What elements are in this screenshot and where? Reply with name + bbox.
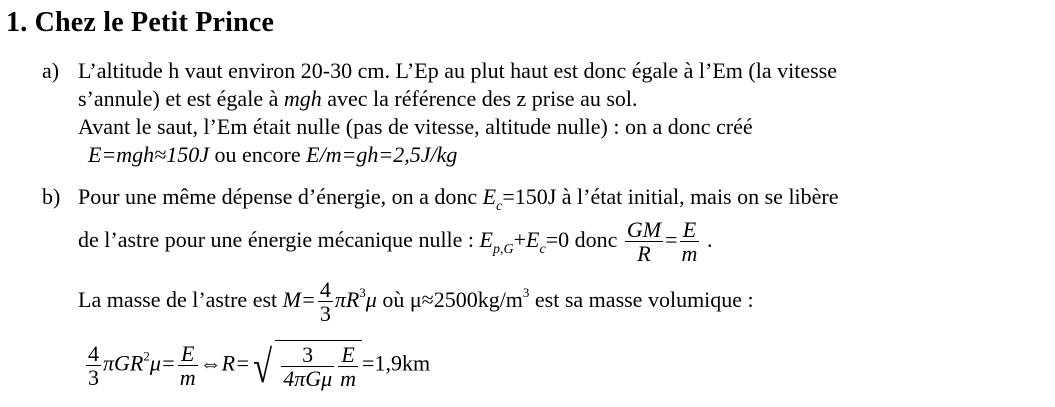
cube-exponent: 3 xyxy=(359,285,366,301)
part-a-line-1: L’altitude h vaut environ 20-30 cm. L’Ep au plut haut est donc égale à l’Em (la vitesse xyxy=(78,58,837,83)
radical-icon: √ xyxy=(253,341,273,393)
section-heading: 1. Chez le Petit Prince xyxy=(6,7,275,38)
donc-word: donc xyxy=(569,227,623,253)
fraction-e-over-m-3 xyxy=(338,343,358,391)
square-exponent: 2 xyxy=(143,348,150,364)
part-b-marker: b) xyxy=(42,184,61,209)
fraction-denominator: 4πGμ xyxy=(283,366,333,392)
mgh-expression: mgh xyxy=(283,86,322,111)
part-b-line-1 xyxy=(78,186,839,214)
equals-sign: = xyxy=(665,227,678,253)
fraction-three-over-4pigmu xyxy=(281,343,334,391)
fraction-numerator: 4 xyxy=(88,340,99,366)
fraction-four-thirds-2 xyxy=(86,342,101,390)
period: . xyxy=(706,227,713,253)
ep-symbol: E xyxy=(479,227,493,253)
equivalence-radius: ⇔R= xyxy=(199,350,250,376)
part-b-line-4 xyxy=(84,340,430,391)
part-a-line-2-post: avec la référence des z prise au sol. xyxy=(321,86,638,111)
mu-symbol: μ xyxy=(365,287,377,313)
fraction-numerator: E xyxy=(341,342,355,367)
part-a-line-3: Avant le saut, l’Em était nulle (pas de vitesse, altitude nulle) : on a donc créé xyxy=(78,114,753,139)
fraction-e-over-m-2 xyxy=(178,342,198,390)
fraction-denominator: m xyxy=(340,366,357,392)
ec-symbol: E xyxy=(482,184,497,209)
part-a-line-2-pre: s’annule) et est égale à xyxy=(78,86,284,111)
part-b-line-2-pre: de l’astre pour une énergie mécanique nulle : xyxy=(78,227,480,253)
part-a-marker: a) xyxy=(42,58,60,83)
mass-symbol: M= xyxy=(282,287,316,313)
part-b-line-3-pre: La masse de l’astre est xyxy=(78,287,283,313)
fraction-numerator: E xyxy=(180,340,195,366)
pi-g-r: πGR xyxy=(103,350,144,376)
part-b-line-2 xyxy=(78,218,712,266)
ep-subscript: p,G xyxy=(493,242,514,258)
mu-equals: μ= xyxy=(149,350,176,376)
radicand xyxy=(275,340,362,391)
density-value: μ≈2500kg/m xyxy=(409,287,523,313)
fraction-four-thirds xyxy=(318,278,333,326)
fraction-numerator: GM xyxy=(626,217,662,242)
radius-result: =1,9km xyxy=(362,350,431,376)
part-a-line-4-mid: ou encore xyxy=(209,142,307,167)
fraction-denominator: m xyxy=(681,241,698,267)
density-exponent: 3 xyxy=(522,285,530,301)
fraction-denominator: 3 xyxy=(319,301,331,327)
part-a-line-2 xyxy=(78,88,638,110)
pi-r: πR xyxy=(334,287,360,313)
ec-subscript: c xyxy=(496,199,503,214)
square-root xyxy=(250,340,362,391)
part-b-line-1-pre: Pour une même dépense d’énergie, on a donc xyxy=(78,184,483,209)
part-a-line-4 xyxy=(88,144,457,166)
fraction-numerator: E xyxy=(682,217,697,242)
fraction-gm-over-r xyxy=(625,218,663,266)
part-b-line-1-post: à l’état initial, mais on se libère xyxy=(556,184,839,209)
fraction-numerator: 3 xyxy=(302,342,314,367)
ec-subscript-2: c xyxy=(539,242,546,258)
ou-word: où xyxy=(376,287,410,313)
ec-symbol-2: E xyxy=(526,227,540,253)
plus-sign: + xyxy=(513,227,527,253)
fraction-denominator: 3 xyxy=(88,364,99,390)
ec-value: =150J xyxy=(502,184,557,209)
part-b-line-3 xyxy=(78,278,754,326)
part-b-line-3-post: est sa masse volumique : xyxy=(529,287,754,313)
fraction-numerator: 4 xyxy=(319,277,331,302)
fraction-e-over-m xyxy=(680,218,700,266)
specific-energy-equation: E/m=gh=2,5J/kg xyxy=(306,142,458,167)
fraction-denominator: R xyxy=(625,241,663,266)
energy-equation: E=mgh≈150J xyxy=(88,142,210,167)
equals-zero: =0 xyxy=(545,227,570,253)
fraction-denominator: m xyxy=(179,364,196,390)
